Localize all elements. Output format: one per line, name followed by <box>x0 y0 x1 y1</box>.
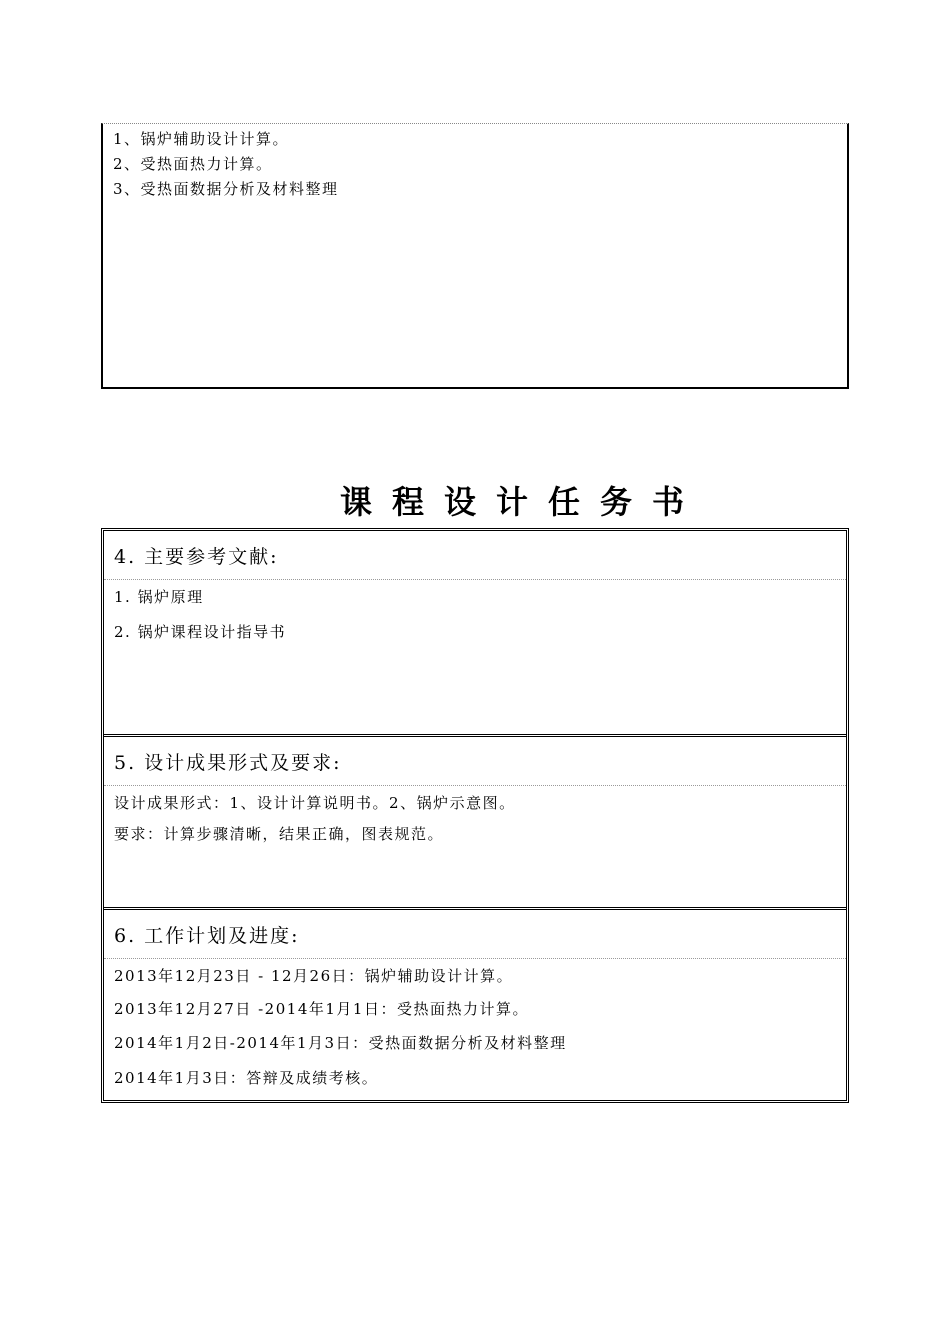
section-heading: 4. 主要参考文献: <box>114 546 279 568</box>
schedule-line: 2013年12月27日 -2014年1月1日：受热面热力计算。 <box>114 1000 529 1018</box>
section-heading: 6. 工作计划及进度: <box>114 925 300 947</box>
schedule-line: 2014年1月2日-2014年1月3日：受热面数据分析及材料整理 <box>114 1034 567 1052</box>
task-line: 2、受热面热力计算。 <box>113 155 273 173</box>
schedule-line: 2013年12月23日 - 12月26日：锅炉辅助设计计算。 <box>114 967 514 985</box>
reference-item: 2. 锅炉课程设计指导书 <box>114 623 287 641</box>
task-line: 3、受热面数据分析及材料整理 <box>113 180 339 198</box>
section-schedule <box>104 907 846 1103</box>
task-table <box>101 528 849 1103</box>
page-title: 课程设计任务书 <box>340 483 705 521</box>
deliverable-line: 设计成果形式：1、设计计算说明书。2、锅炉示意图。 <box>114 794 516 812</box>
section-heading-row <box>104 737 846 786</box>
section-heading: 5. 设计成果形式及要求: <box>114 752 342 774</box>
section-deliverables <box>104 734 846 910</box>
previous-page-content-box <box>101 123 849 389</box>
section-heading-row <box>104 531 846 580</box>
schedule-line: 2014年1月3日：答辩及成绩考核。 <box>114 1069 379 1087</box>
deliverable-line: 要求：计算步骤清晰，结果正确，图表规范。 <box>114 825 445 843</box>
reference-item: 1. 锅炉原理 <box>114 588 204 606</box>
section-references <box>104 531 846 734</box>
task-line: 1、锅炉辅助设计计算。 <box>113 130 290 148</box>
section-heading-row <box>104 910 846 959</box>
